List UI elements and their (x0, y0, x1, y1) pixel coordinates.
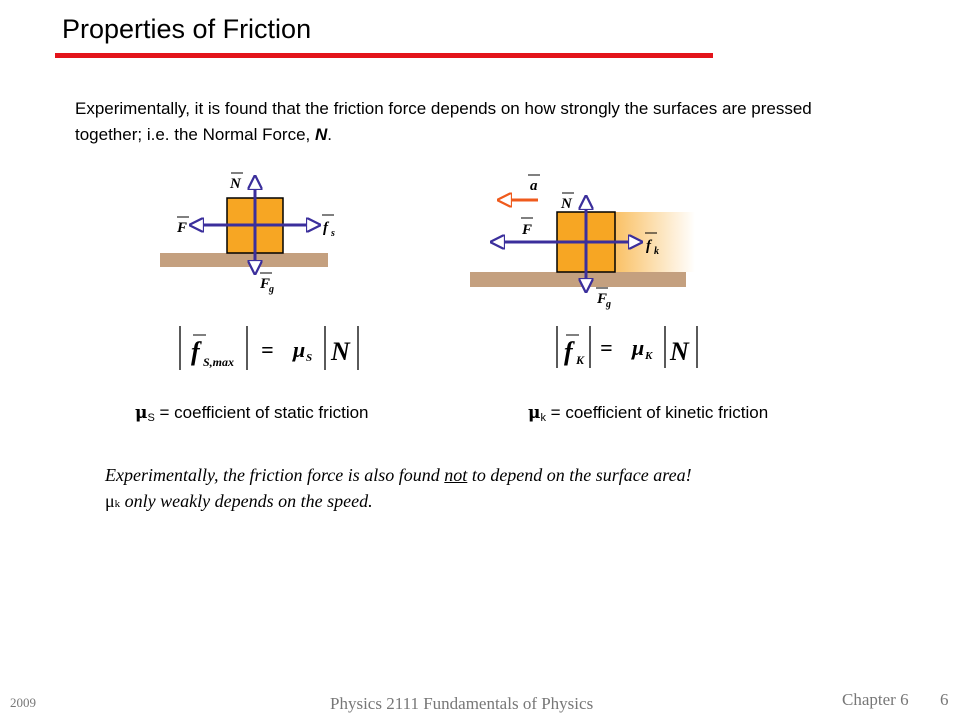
eq-f-sub: S,max (203, 355, 235, 369)
emphasis-not: not (444, 465, 468, 485)
label-F: F (522, 222, 533, 238)
eq-mu: μ (632, 335, 645, 360)
footer-year: 2009 (10, 695, 36, 710)
kinetic-coefficient-definition (528, 403, 768, 423)
eq-equals: = (600, 335, 613, 360)
intro-emphasis: N (315, 125, 328, 144)
eq-mu-sub: S (306, 352, 313, 364)
intro-paragraph (75, 96, 835, 148)
ground-surface (160, 253, 328, 267)
ground-surface (470, 272, 686, 287)
static-friction-diagram (150, 160, 350, 310)
eq-N: N (331, 337, 350, 366)
label-Fg: F (597, 291, 608, 307)
mu-symbol: μ (105, 491, 115, 511)
mu-subscript: k (114, 498, 121, 510)
intro-text: Experimentally, it is found that the friction force depends on how strongly the surfaces are pressed together; i.e. the Normal Force, (75, 99, 812, 144)
mu-symbol: μ (135, 403, 148, 423)
label-fs: f (323, 220, 328, 236)
definition-text: = coefficient of kinetic friction (545, 403, 769, 422)
eq-f: f (564, 337, 573, 366)
slide-title: Properties of Friction (62, 14, 312, 44)
footer-chapter: Chapter 6 (842, 690, 909, 709)
label-fk: f (646, 238, 651, 254)
footer-course: Physics 2111 Fundamentals of Physics (330, 694, 594, 713)
mu-symbol: μ (528, 403, 541, 423)
label-Fg-sub: g (606, 299, 611, 310)
label-Fg-sub: g (269, 284, 274, 295)
eq-equals: = (261, 337, 274, 362)
label-fs-sub: s (331, 228, 335, 239)
label-fk-sub: k (654, 246, 659, 257)
static-coefficient-definition (135, 403, 369, 423)
eq-f-sub: K (576, 353, 585, 367)
kinetic-friction-diagram (460, 160, 700, 320)
label-a: a (530, 178, 538, 194)
label-N: N (230, 176, 241, 192)
note-line-1: Experimentally, the friction force is also found not to depend on the surface area! (105, 465, 692, 485)
eq-f: f (191, 337, 200, 366)
mu-subscript: k (540, 412, 546, 424)
note-line-2: μk only weakly depends on the speed. (105, 491, 373, 511)
label-F: F (177, 220, 188, 236)
notes (105, 462, 692, 517)
mu-subscript: S (147, 412, 155, 424)
footer-page-number: 6 (940, 690, 949, 709)
label-Fg: F (260, 276, 271, 292)
intro-end: . (327, 125, 333, 144)
label-N: N (561, 196, 572, 212)
definition-text: = coefficient of static friction (154, 403, 369, 422)
kinetic-friction-equation (552, 322, 712, 378)
title-underline (55, 53, 713, 58)
eq-mu-sub: K (645, 350, 653, 362)
eq-mu: μ (293, 337, 306, 362)
eq-N: N (670, 337, 689, 366)
static-friction-equation (175, 322, 375, 378)
